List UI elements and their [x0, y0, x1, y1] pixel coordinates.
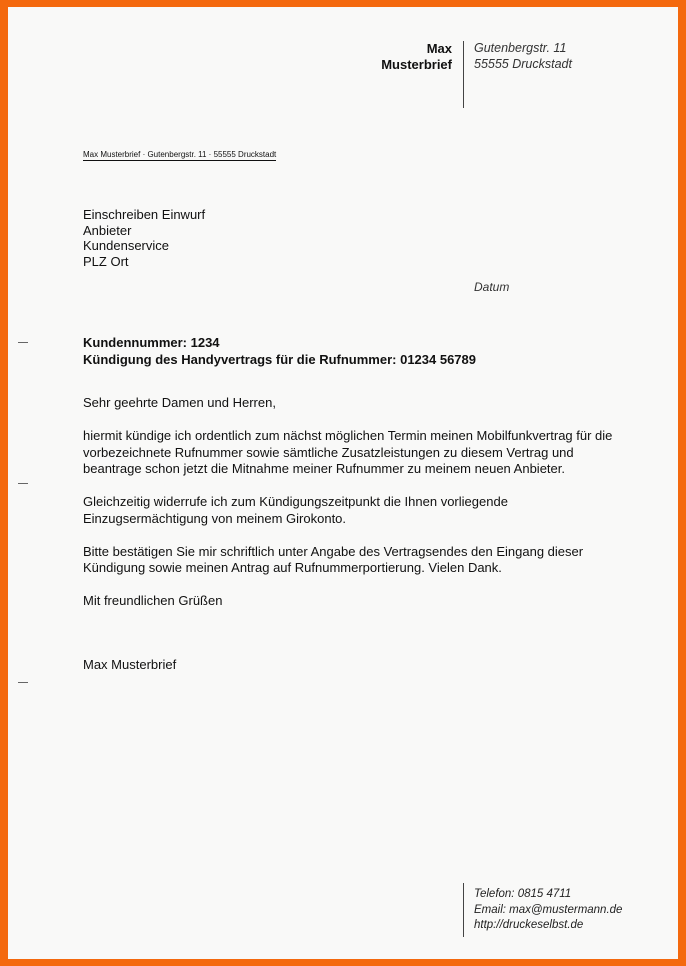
date-field: Datum: [474, 280, 510, 294]
body-line: Kündigung sowie meinen Antrag auf Rufnummerportierung. Vielen Dank.: [83, 560, 502, 575]
greeting: Sehr geehrte Damen und Herren,: [83, 395, 276, 410]
sender-address: [474, 41, 572, 72]
recipient-line: PLZ Ort: [83, 253, 129, 269]
body-line: vorbezeichnete Rufnummer sowie sämtliche Zusatzleistungen zu diesem Vertrag und: [83, 444, 574, 460]
recipient-line: Anbieter: [83, 222, 132, 238]
sender-city: 55555 Druckstadt: [474, 56, 572, 71]
subject-customer-number: Kundennummer: 1234: [83, 335, 220, 350]
closing: Mit freundlichen Grüßen: [83, 593, 223, 608]
footer-web: http://druckeselbst.de: [474, 919, 584, 931]
header-divider: [463, 41, 464, 108]
footer-phone: Telefon: 0815 4711: [474, 888, 572, 900]
body-paragraph: [83, 544, 643, 577]
sender-last-name: Musterbrief: [381, 56, 452, 72]
recipient-line: Kundenservice: [83, 238, 169, 253]
signature-name: Max Musterbrief: [83, 657, 177, 672]
body-line: Bitte bestätigen Sie mir schriftlich unter Angabe des Vertragsendes den Eingang dieser: [83, 543, 584, 559]
fold-mark-bottom: [18, 682, 28, 683]
body-paragraph: [83, 494, 643, 527]
return-address-line: Max Musterbrief · Gutenbergstr. 11 · 55555 Druckstadt: [83, 150, 277, 159]
sender-street: Gutenbergstr. 11: [474, 41, 567, 55]
recipient-address: [83, 207, 205, 269]
body-line: hiermit kündige ich ordentlich zum nächst möglichen Termin meinen Mobilfunkvertrag für die: [83, 428, 613, 443]
subject: [83, 335, 476, 368]
body-line: Gleichzeitig widerrufe ich zum Kündigungszeitpunkt die Ihnen vorliegende: [83, 494, 508, 509]
letter-page: [8, 7, 678, 959]
footer-email: Email: max@mustermann.de: [474, 903, 623, 916]
body-line: Einzugsermächtigung von meinem Girokonto.: [83, 510, 347, 526]
subject-title: Kündigung des Handyvertrags für die Rufnummer: 01234 56789: [83, 351, 476, 367]
body-line: beantrage schon jetzt die Mitnahme meiner Rufnummer zu meinem neuen Anbieter.: [83, 461, 565, 476]
fold-mark-top: [18, 342, 28, 343]
body-paragraph: [83, 428, 643, 478]
sender-name: [338, 41, 452, 72]
recipient-line: Einschreiben Einwurf: [83, 207, 206, 222]
letter-body: [83, 395, 643, 626]
footer-divider: [463, 883, 464, 937]
punch-mark: [18, 483, 28, 484]
sender-first-name: Max: [426, 41, 452, 56]
footer-contact: [474, 887, 622, 934]
